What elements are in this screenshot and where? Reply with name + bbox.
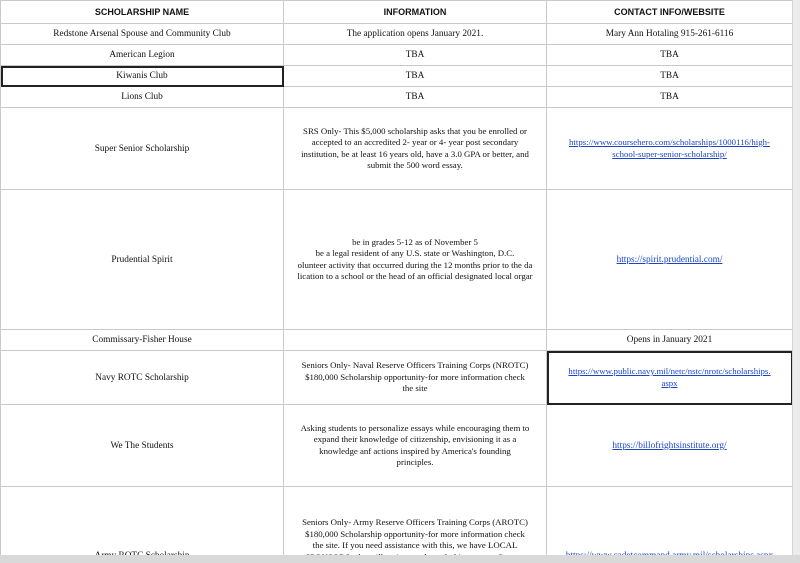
cell-name[interactable] [1, 487, 284, 563]
cell-name[interactable]: Navy ROTC Scholarship [1, 351, 284, 405]
header-scholarship-name[interactable]: SCHOLARSHIP NAME [1, 1, 284, 24]
coursehero-link[interactable]: https://www.coursehero.com/scholarships/1000116/high- [569, 137, 770, 147]
cell-contact[interactable]: TBA [547, 45, 793, 66]
navy-rotc-link-continued[interactable]: aspx [661, 377, 678, 388]
vertical-scrollbar[interactable] [792, 0, 800, 563]
cell-contact[interactable]: TBA [547, 66, 793, 87]
info-line: institution, be at least 16 years old, have a 3.0 GPA or better, and [301, 148, 529, 159]
table-row [1, 405, 793, 487]
info-line: lication to a school or the head of an official designated local orgar [297, 271, 533, 281]
info-line: the site [402, 383, 428, 394]
header-information[interactable]: INFORMATION [284, 1, 547, 24]
header-contact[interactable]: CONTACT INFO/WEBSITE [547, 1, 793, 24]
prudential-link[interactable]: https://spirit.prudential.com/ [616, 254, 723, 265]
cell-info[interactable] [284, 405, 547, 487]
billofrights-link[interactable]: https://billofrightsinstitute.org/ [612, 440, 727, 451]
cell-info[interactable] [284, 351, 547, 405]
info-line: expand their knowledge of citizenship, envisioning it as a [313, 434, 517, 444]
cell-contact [547, 108, 793, 190]
table-row [1, 351, 793, 405]
cell-name[interactable]: We The Students [1, 405, 284, 487]
cell-info[interactable]: TBA [284, 66, 547, 87]
cell-name[interactable]: Super Senior Scholarship [1, 108, 284, 190]
info-line: knowledge anf actions inspired by America's founding [319, 445, 511, 456]
table-row [1, 190, 793, 330]
cell-contact[interactable]: Mary Ann Hotaling 915-261-6116 [547, 24, 793, 45]
info-line: $180,000 Scholarship opportunity-for more information check [305, 528, 525, 539]
cell-info[interactable]: TBA [284, 87, 547, 108]
info-line: SRS Only- This $5,000 scholarship asks that you be enrolled or [303, 125, 527, 136]
info-line: be in grades 5-12 as of November 5 [352, 236, 478, 247]
info-line: $180,000 Scholarship opportunity-for more information check [305, 371, 525, 382]
cell-contact[interactable]: Opens in January 2021 [547, 330, 793, 351]
table-row [1, 45, 793, 66]
table-row [1, 330, 793, 351]
cell-name[interactable]: Commissary-Fisher House [1, 330, 284, 351]
info-line: Seniors Only- Naval Reserve Officers Training Corps (NROTC) [301, 360, 529, 371]
info-line: Seniors Only- Army Reserve Officers Training Corps (AROTC) [302, 517, 528, 527]
info-line: submit the 500 word essay. [367, 160, 463, 170]
cell-contact-selected [547, 351, 793, 405]
info-line: be a legal resident of any U.S. state or Washington, D.C. [315, 248, 515, 258]
table-row [1, 108, 793, 190]
info-line: Asking students to personalize essays while encouraging them to [300, 422, 530, 433]
cell-contact [547, 487, 793, 563]
cell-info[interactable]: The application opens January 2021. [284, 24, 547, 45]
cell-name-selected[interactable]: Kiwanis Club [1, 66, 284, 87]
table-row [1, 66, 793, 87]
info-line: olunteer activity that occurred during the 12 months prior to the da [297, 259, 533, 270]
horizontal-scrollbar[interactable] [0, 555, 800, 563]
header-row [1, 1, 793, 24]
cell-info[interactable] [284, 190, 547, 330]
navy-rotc-link[interactable]: https://www.public.navy.mil/netc/nstc/nrotc/scholarships. [568, 366, 771, 376]
info-line: the site. If you need assistance with this, we have LOCAL [312, 540, 518, 550]
cell-contact [547, 190, 793, 330]
cell-info[interactable] [284, 108, 547, 190]
cell-name[interactable]: Prudential Spirit [1, 190, 284, 330]
cell-contact[interactable]: TBA [547, 87, 793, 108]
cell-info[interactable] [284, 487, 547, 563]
info-line: accepted to an accredited 2- year or 4- year post secondary [311, 137, 519, 147]
info-line: principles. [396, 457, 434, 467]
cell-info[interactable] [284, 330, 547, 351]
cell-info[interactable]: TBA [284, 45, 547, 66]
table-row [1, 487, 793, 563]
cell-name[interactable]: Lions Club [1, 87, 284, 108]
cell-name[interactable]: Redstone Arsenal Spouse and Community Club [1, 24, 284, 45]
table-row [1, 24, 793, 45]
coursehero-link-continued[interactable]: school-super-senior-scholarship/ [612, 148, 727, 159]
cell-contact [547, 405, 793, 487]
cell-name[interactable]: American Legion [1, 45, 284, 66]
table-row [1, 87, 793, 108]
